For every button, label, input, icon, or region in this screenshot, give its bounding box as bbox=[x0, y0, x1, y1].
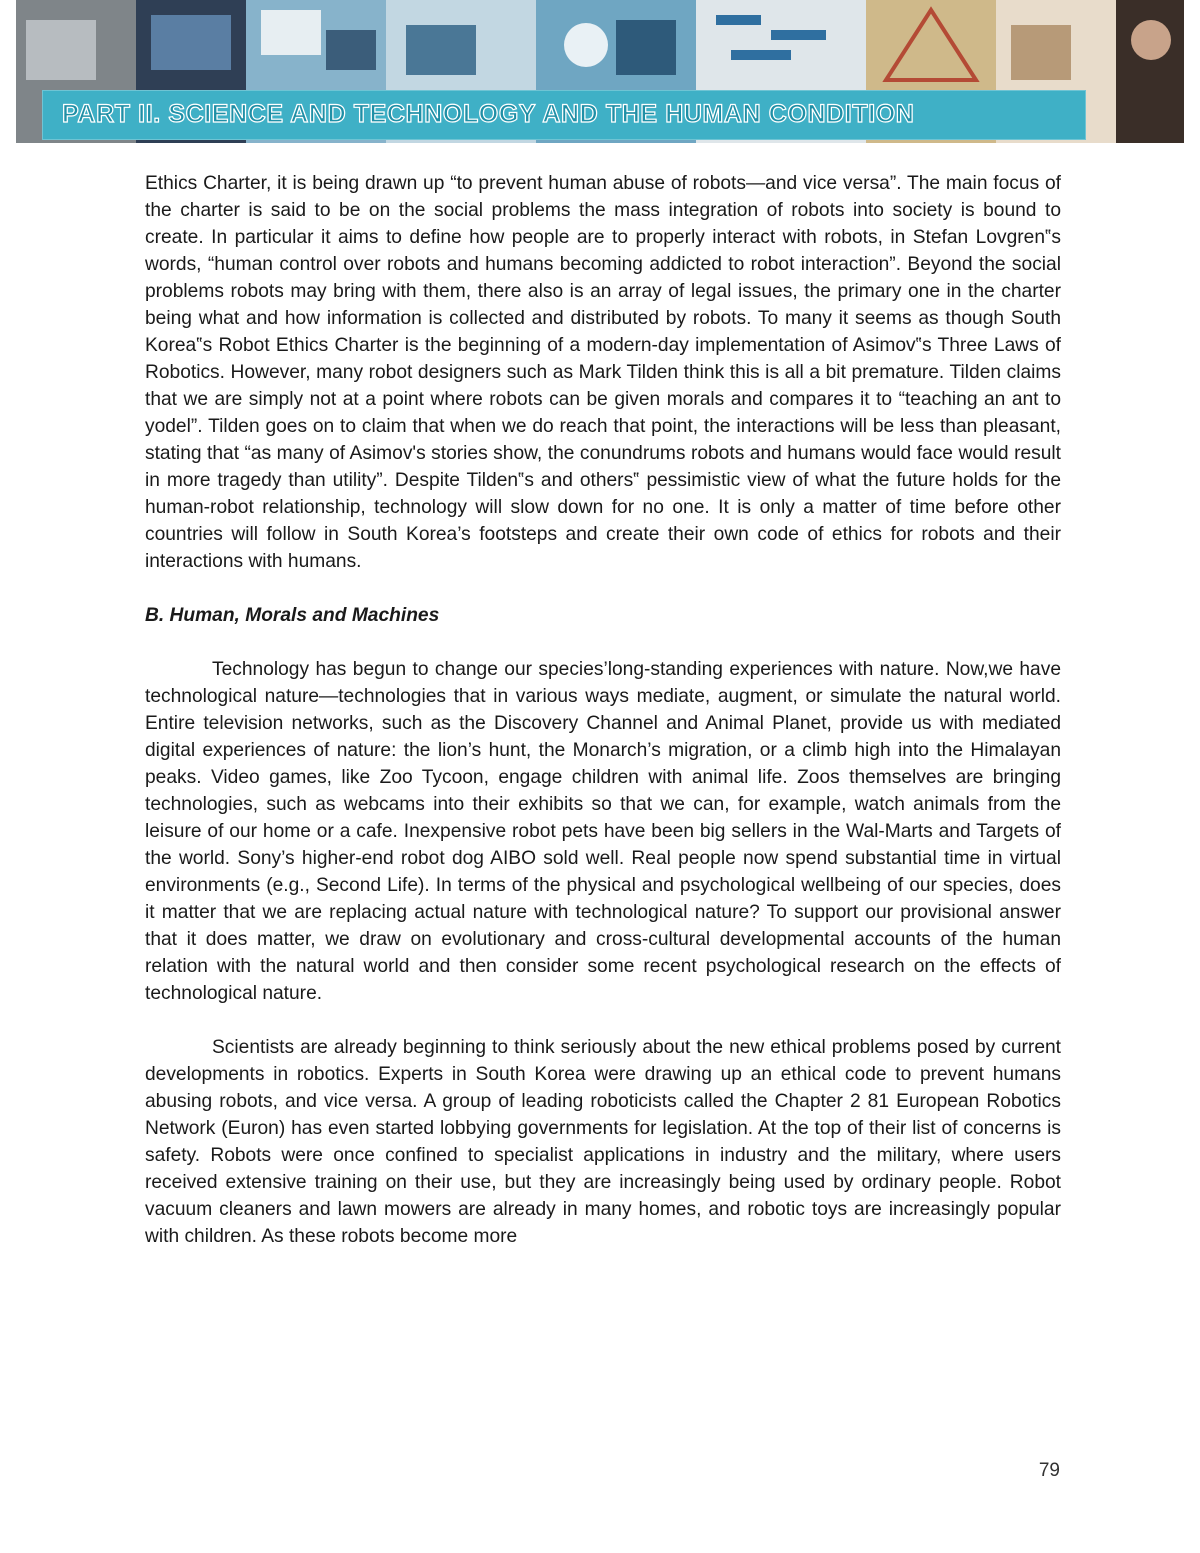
document-body bbox=[145, 170, 1061, 1250]
body-paragraph-2: Technology has begun to change our species’long-standing experiences with nature. Now,we have technological nature—technologies that in various ways mediate, augment, or simulate the natural world. Entire television networks, such as the Discovery Channel and Animal Planet, provide us with mediated digital experiences of nature: the lion’s hunt, the Monarch’s migration, or a climb high into the Himalayan peaks. Video games, like Zoo Tycoon, engage children with animal life. Zoos themselves are bringing technologies, such as webcams into their exhibits so that we can, for example, watch animals from the leisure of our home or a cafe. Inexpensive robot pets have been big sellers in the Wal-Marts and Targets of the world. Sony’s higher-end robot dog AIBO sold well. Real people now spend substantial time in virtual environments (e.g., Second Life). In terms of the physical and psychological wellbeing of our species, does it matter that we are replacing actual nature with technological nature? To support our provisional answer that it does matter, we draw on evolutionary and cross-cultural developmental accounts of the human relation with the natural world and then consider some recent psychological research on the effects of technological nature. bbox=[145, 659, 1061, 1004]
body-paragraph-3: Scientists are already beginning to think seriously about the new ethical problems posed by current developments in robotics. Experts in South Korea were drawing up an ethical code to prevent humans abusing robots, and vice versa. A group of leading roboticists called the Chapter 2 81 European Robotics Network (Euron) has even started lobbying governments for legislation. At the top of their list of concerns is safety. Robots were once confined to specialist applications in industry and the military, where users received extensive training on their use, but they are increasingly being used by ordinary people. Robot vacuum cleaners and lawn mowers are already in many homes, and robotic toys are increasingly popular with children. As these robots become more bbox=[145, 1037, 1061, 1247]
body-paragraph-1: Ethics Charter, it is being drawn up “to prevent human abuse of robots—and vice versa”. The main focus of the charter is said to be on the social problems the mass integration of robots into society is bound to create. In particular it aims to define how people are to properly interact with robots, in Stefan Lovgren‟s words, “human control over robots and humans becoming addicted to robot interaction”. Beyond the social problems robots may bring with them, there also is an array of legal issues, the primary one in the charter being what and how information is collected and distributed by robots. To many it seems as though South Korea‟s Robot Ethics Charter is the beginning of a modern-day implementation of Asimov‟s Three Laws of Robotics. However, many robot designers such as Mark Tilden think this is all a bit premature. Tilden claims that we are simply not at a point where robots can be given morals and compares it to “teaching an ant to yodel”. Tilden goes on to claim that when we do reach that point, the interactions will be less than pleasant, stating that “as many of Asimov's stories show, the conundrums robots and humans would face would result in more tragedy than utility”. Despite Tilden‟s and others‟ pessimistic view of what the future holds for the human-robot relationship, technology will slow down for no one. It is only a matter of time before other countries will follow in South Korea’s footsteps and create their own code of ethics for robots and their interactions with humans. bbox=[145, 173, 1061, 572]
header-banner bbox=[16, 0, 1184, 143]
page-title: PART II. SCIENCE AND TECHNOLOGY AND THE HUMAN CONDITION bbox=[62, 100, 915, 128]
section-heading: B. Human, Morals and Machines bbox=[145, 605, 440, 626]
page-number: 79 bbox=[1038, 1460, 1060, 1481]
title-band bbox=[42, 90, 1086, 140]
